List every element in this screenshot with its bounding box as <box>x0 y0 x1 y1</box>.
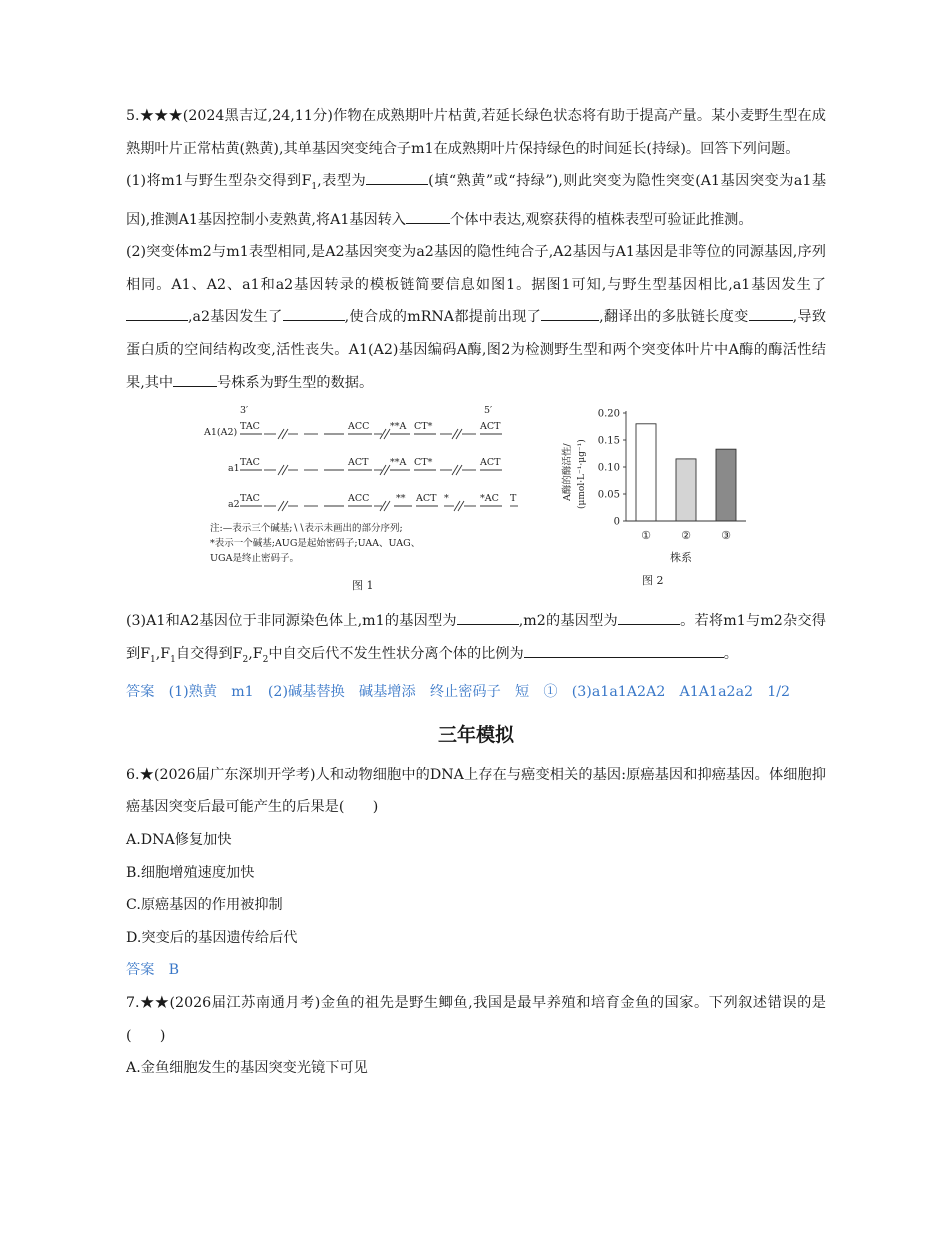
y-axis-label-unit: (μmol·L⁻¹·μg⁻¹) <box>577 439 587 510</box>
label-3prime: 3′ <box>240 405 249 417</box>
answer-blank[interactable] <box>283 306 345 321</box>
codon: ACT <box>480 421 501 433</box>
section-title: 三年模拟 <box>437 723 514 746</box>
row-label: a1 <box>228 463 240 475</box>
answer-blank[interactable] <box>406 209 450 224</box>
codon: ACC <box>348 493 370 505</box>
figure-1 <box>200 401 560 601</box>
label-5prime: 5′ <box>484 405 493 417</box>
codon: ACT <box>480 457 501 469</box>
q7-option-a[interactable]: A.金鱼细胞发生的基因突变光镜下可见 <box>126 1060 368 1077</box>
answer-blank[interactable] <box>173 372 217 387</box>
codon: TAC <box>240 457 260 469</box>
q5-intro: 5.★★★(2024黑吉辽,24,11分)作物在成熟期叶片枯黄,若延长绿色状态将有助于提高产量。某小麦野生型在成熟期叶片正常枯黄(熟黄),其单基因突变纯合子m1在成熟期叶片保持绿色的时间延长(持绿)。回答下列问题。 <box>126 108 826 157</box>
q6-option-b[interactable]: B.细胞增殖速度加快 <box>126 864 255 881</box>
q6-option-a[interactable]: A.DNA修复加快 <box>126 831 232 848</box>
answer-blank[interactable] <box>618 610 680 625</box>
bar <box>636 424 656 521</box>
x-tick-label: ② <box>681 529 691 543</box>
answer-blank[interactable] <box>126 306 188 321</box>
y-tick-label: 0.05 <box>597 489 620 501</box>
sequence-lines <box>240 429 518 511</box>
codon: **A <box>390 421 407 433</box>
answer-blank[interactable] <box>541 306 599 321</box>
bar <box>716 449 736 521</box>
codon: *AC <box>480 493 499 505</box>
figure-note: *表示一个碱基;AUG是起始密码子;UAA、UAG、 <box>210 538 421 550</box>
q7-stem: 7.★★(2026届江苏南通月考)金鱼的祖先是野生鲫鱼,我国是最早养殖和培育金鱼的国家。下列叙述错误的是( ) <box>126 994 826 1044</box>
x-tick-label: ① <box>641 529 651 543</box>
codon: ACC <box>348 421 370 433</box>
codon: ACT <box>416 493 437 505</box>
figure-note: UGA是终止密码子。 <box>210 553 299 565</box>
row-label: a2 <box>228 499 240 511</box>
answer-blank[interactable] <box>366 170 428 185</box>
figures <box>126 401 826 605</box>
figure-note: 注:—表示三个碱基;∖∖表示未画出的部分序列; <box>210 523 403 535</box>
codon: ** <box>396 493 406 505</box>
figure-2-chart <box>550 401 760 601</box>
codon: TAC <box>240 493 260 505</box>
codon: CT* <box>414 421 433 433</box>
y-tick-label: 0.20 <box>597 408 620 420</box>
q5-part2: (2)突变体m2与m1表型相同,是A2基因突变为a2基因的隐性纯合子,A2基因与A1基因是非等位的同源基因,序列相同。A1、A2、a1和a2基因转录的模板链简要信息如图1。据图1可知,与野生型基因相比,a1基因发生了,a2基因发生了 ,使合成的mRNA都提前出现了 ,翻译出的多肽链长度变 ,导致蛋白质的空间结构改变,活性丧失。A1(A2)基因编码A酶,图2为检测野生型和两个突变体叶片中A酶的酶活性结果,其中 号株系为野生型的数据。 <box>126 244 827 391</box>
codon: T <box>510 493 517 505</box>
y-axis-label: A酶的酶活性/ <box>562 443 573 502</box>
y-tick-label: 0.10 <box>597 462 620 474</box>
q5-part1: (1)将m1与野生型杂交得到$F_1$,表型为 (填“熟黄”或“持绿”),则此突变为隐性突变(A1基因突变为a1基因),推测A1基因控制小麦熟黄,将A1基因转入 个体中表达,观察获得的植株表型可验证此推测。 <box>126 165 826 236</box>
answer-blank[interactable] <box>457 610 519 625</box>
row-label: A1(A2) <box>204 427 238 439</box>
y-tick-label: 0.15 <box>597 435 620 447</box>
x-tick-label: ③ <box>721 529 731 543</box>
bar <box>676 459 696 521</box>
document-page <box>126 100 826 1085</box>
q5-part3: (3)A1和A2基因位于非同源染色体上,m1的基因型为 ,m2的基因型为 。若将m1与m2杂交得到$F_1,F_1$自交得到$F_2,F_2$中自交后代不发生性状分离个体的比例为 。 <box>126 605 826 676</box>
q6-option-c[interactable]: C.原癌基因的作用被抑制 <box>126 897 283 914</box>
x-axis-label: 株系 <box>670 551 692 565</box>
figure-caption: 图 2 <box>642 574 664 588</box>
q5-answer: 答案 (1)熟黄 m1 (2)碱基替换 碱基增添 终止密码子 短 ① (3)a1a1A2A2 A1A1a2a2 1/2 <box>126 684 791 701</box>
answer-blank[interactable] <box>749 306 793 321</box>
q6-answer: 答案 B <box>126 962 179 979</box>
codon: * <box>444 493 449 505</box>
codon: **A <box>390 457 407 469</box>
codon: ACT <box>348 457 369 469</box>
figure-caption: 图 1 <box>352 579 374 593</box>
y-tick-label: 0 <box>613 516 620 528</box>
answer-blank[interactable] <box>524 643 724 658</box>
codon: TAC <box>240 421 260 433</box>
q6-stem: 6.★(2026届广东深圳开学考)人和动物细胞中的DNA上存在与癌变相关的基因:原癌基因和抑癌基因。体细胞抑癌基因突变后最可能产生的后果是( ) <box>126 766 826 816</box>
codon: CT* <box>414 457 433 469</box>
q6-option-d[interactable]: D.突变后的基因遗传给后代 <box>126 929 298 946</box>
